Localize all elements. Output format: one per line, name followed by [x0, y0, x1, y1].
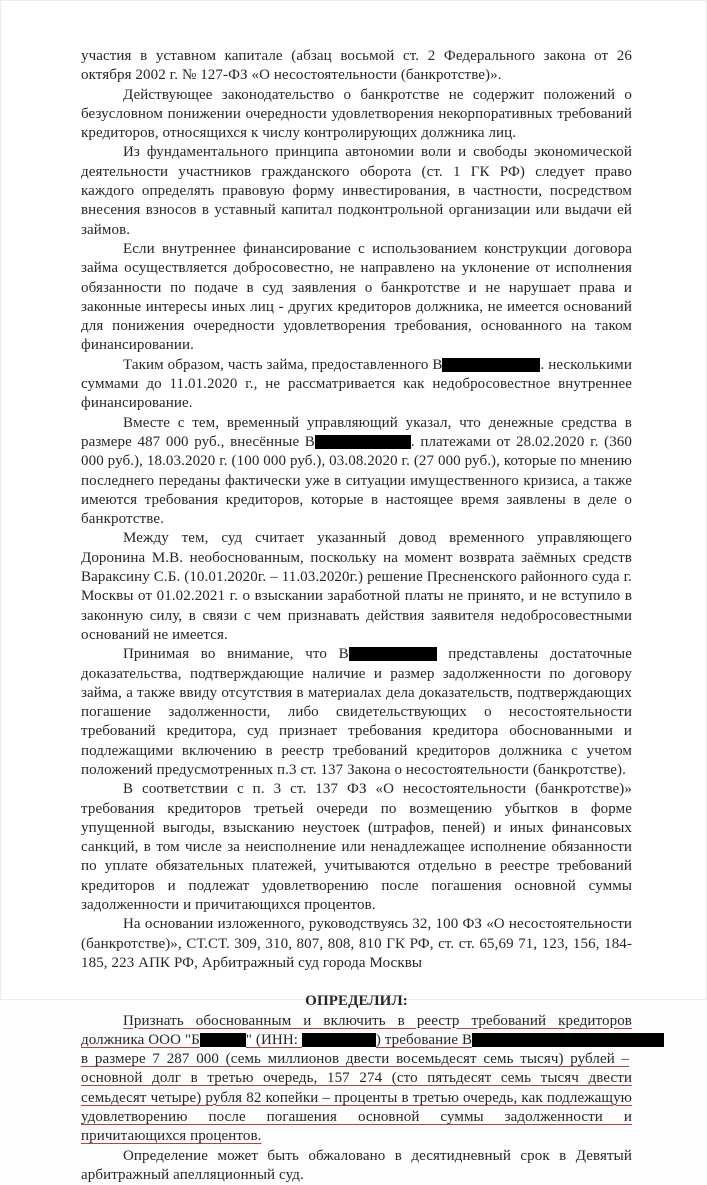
paragraph — [81, 915, 632, 973]
text-run: Из фундаментального принципа автономии воли и свободы экономической деятельности участников гражданского оборота (ст. 1 ГК РФ) следует право каждого определять правовую форму инвестирования, в частности, посредством внесения взносов в уставный капитал подконтрольной организации или выдачи ей займов. — [81, 144, 632, 238]
text-run: в размере 7 287 000 (семь миллионов двести восемьдесят семь тысяч) рублей – основной долг в третью очередь, 157 274 (сто пятьдесят семь тысяч двести семьдесят четыре) рубля 82 копейки – проценты в третью очередь, как подлежащую удовлетворению после погашения основной суммы задолженности и причитающихся процентов. — [81, 1051, 632, 1145]
text-run: Принимая во внимание, что В — [123, 646, 349, 663]
text-run: " (ИНН: — [245, 1031, 302, 1048]
redaction-box — [315, 435, 411, 449]
paragraph — [81, 1147, 632, 1185]
text-run: На основании изложенного, руководствуясь 32, 100 ФЗ «О несостоятельности (банкротстве)», СТ.СТ. 309, 310, 807, 808, 810 ГК РФ, ст. ст. 65,69 71, 123, 156, 184-185, 223 АПК РФ, Арбитражный суд города Москвы — [81, 916, 632, 971]
paragraph — [81, 780, 632, 915]
redaction-box — [472, 1033, 664, 1047]
resolution-heading — [81, 992, 632, 1011]
paragraph — [81, 645, 632, 780]
text-run: Таким образом, часть займа, предоставленного В — [123, 356, 443, 373]
text-run: Если внутреннее финансирование с использованием конструкции договора займа осуществляется добросовестно, не направлено на уклонение от исполнения обязанности по подаче в суд заявления о банкротстве и не нарушает права и законные интересы иных лиц - других кредиторов должника, не имеется оснований для понижения очередности удовлетворения требования, основанного на таком финансировании. — [81, 240, 632, 354]
paragraph — [81, 529, 632, 645]
paragraph — [81, 47, 632, 86]
paragraph — [81, 356, 632, 414]
redaction-box — [200, 1033, 246, 1047]
paragraph — [81, 143, 632, 239]
text-run: Между тем, суд считает указанный довод временного управляющего Доронина М.В. необоснованным, поскольку на момент возврата заёмных средств Вараксину С.Б. (10.01.2020г. – 11.03.2020г.) решение Пресненского районного суда г. Москвы от 01.02.2021 г. о взыскании заработной платы не принято, и не вступило в законную силу, в связи с чем признавать действия заявителя недобросовестными оснований не имеется. — [81, 530, 632, 643]
paragraph — [81, 414, 632, 530]
document-text — [81, 47, 632, 1185]
text-run: участия в уставном капитале (абзац восьмой ст. 2 Федерального закона от 26 октября 2002 г. № 127-ФЗ «О несостоятельности (банкротстве)». — [81, 48, 632, 84]
redaction-box — [349, 647, 437, 661]
redaction-box — [302, 1033, 376, 1047]
text-run: Действующее законодательство о банкротстве не содержит положений о безусловном понижении очередности удовлетворения некорпоративных требований кредиторов, относящихся к числу контролирующих должника лиц. — [81, 86, 632, 142]
text-run: представлены достаточные доказательства, подтверждающие наличие и размер задолженности по договору займа, а также ввиду отсутствия в материалах дела доказательств, подтверждающих погашение задолженности, либо свидетельствующих о несостоятельности требований кредитора, суд признает требования кредитора обоснованными и подлежащими включению в реестр требований кредиторов должника с учетом положений предусмотренных п.3 ст. 137 Закона о несостоятельности (банкротстве). — [81, 646, 632, 778]
text-run: . несколькими суммами до 11.01.2020 г., не рассматривается как недобросовестное внутреннее финансирование. — [81, 356, 632, 412]
text-run: ОПРЕДЕЛИЛ: — [305, 993, 408, 1010]
text-run: Признать обоснованным и включить в реестр требований кредиторов должника ООО "Б — [81, 1012, 632, 1048]
paragraph — [81, 240, 632, 356]
text-run: Определение может быть обжаловано в десятидневный срок в Девятый арбитражный апелляционный суд. — [81, 1147, 632, 1183]
text-run: Вместе с тем, временный управляющий указал, что денежные средства в размере 487 000 руб., внесённые В — [81, 414, 632, 450]
redaction-box — [442, 358, 540, 372]
paragraph — [81, 86, 632, 144]
paragraph — [81, 1012, 632, 1147]
text-run: В соответствии с п. 3 ст. 137 ФЗ «О несостоятельности (банкротстве)» требования кредиторов третьей очереди по возмещению убытков в форме упущенной выгоды, взысканию неустоек (штрафов, пеней) и иных финансовых санкций, в том числе за неисполнение или ненадлежащее исполнение обязанности по уплате обязательных платежей, учитываются отдельно в реестре требований кредиторов и подлежат удовлетворению после погашения основной суммы задолженности и причитающихся процентов. — [81, 781, 632, 914]
text-run: ) требование В — [375, 1031, 473, 1048]
text-run: . платежами от 28.02.2020 г. (360 000 руб.), 18.03.2020 г. (100 000 руб.), 03.08.2020 г. (27 000 руб.), которые по мнению последнего переданы фактически уже в ситуации имущественного кризиса, а также имеются требования кредиторов, которые в настоящее время заявлены в деле о банкротстве. — [81, 433, 632, 528]
